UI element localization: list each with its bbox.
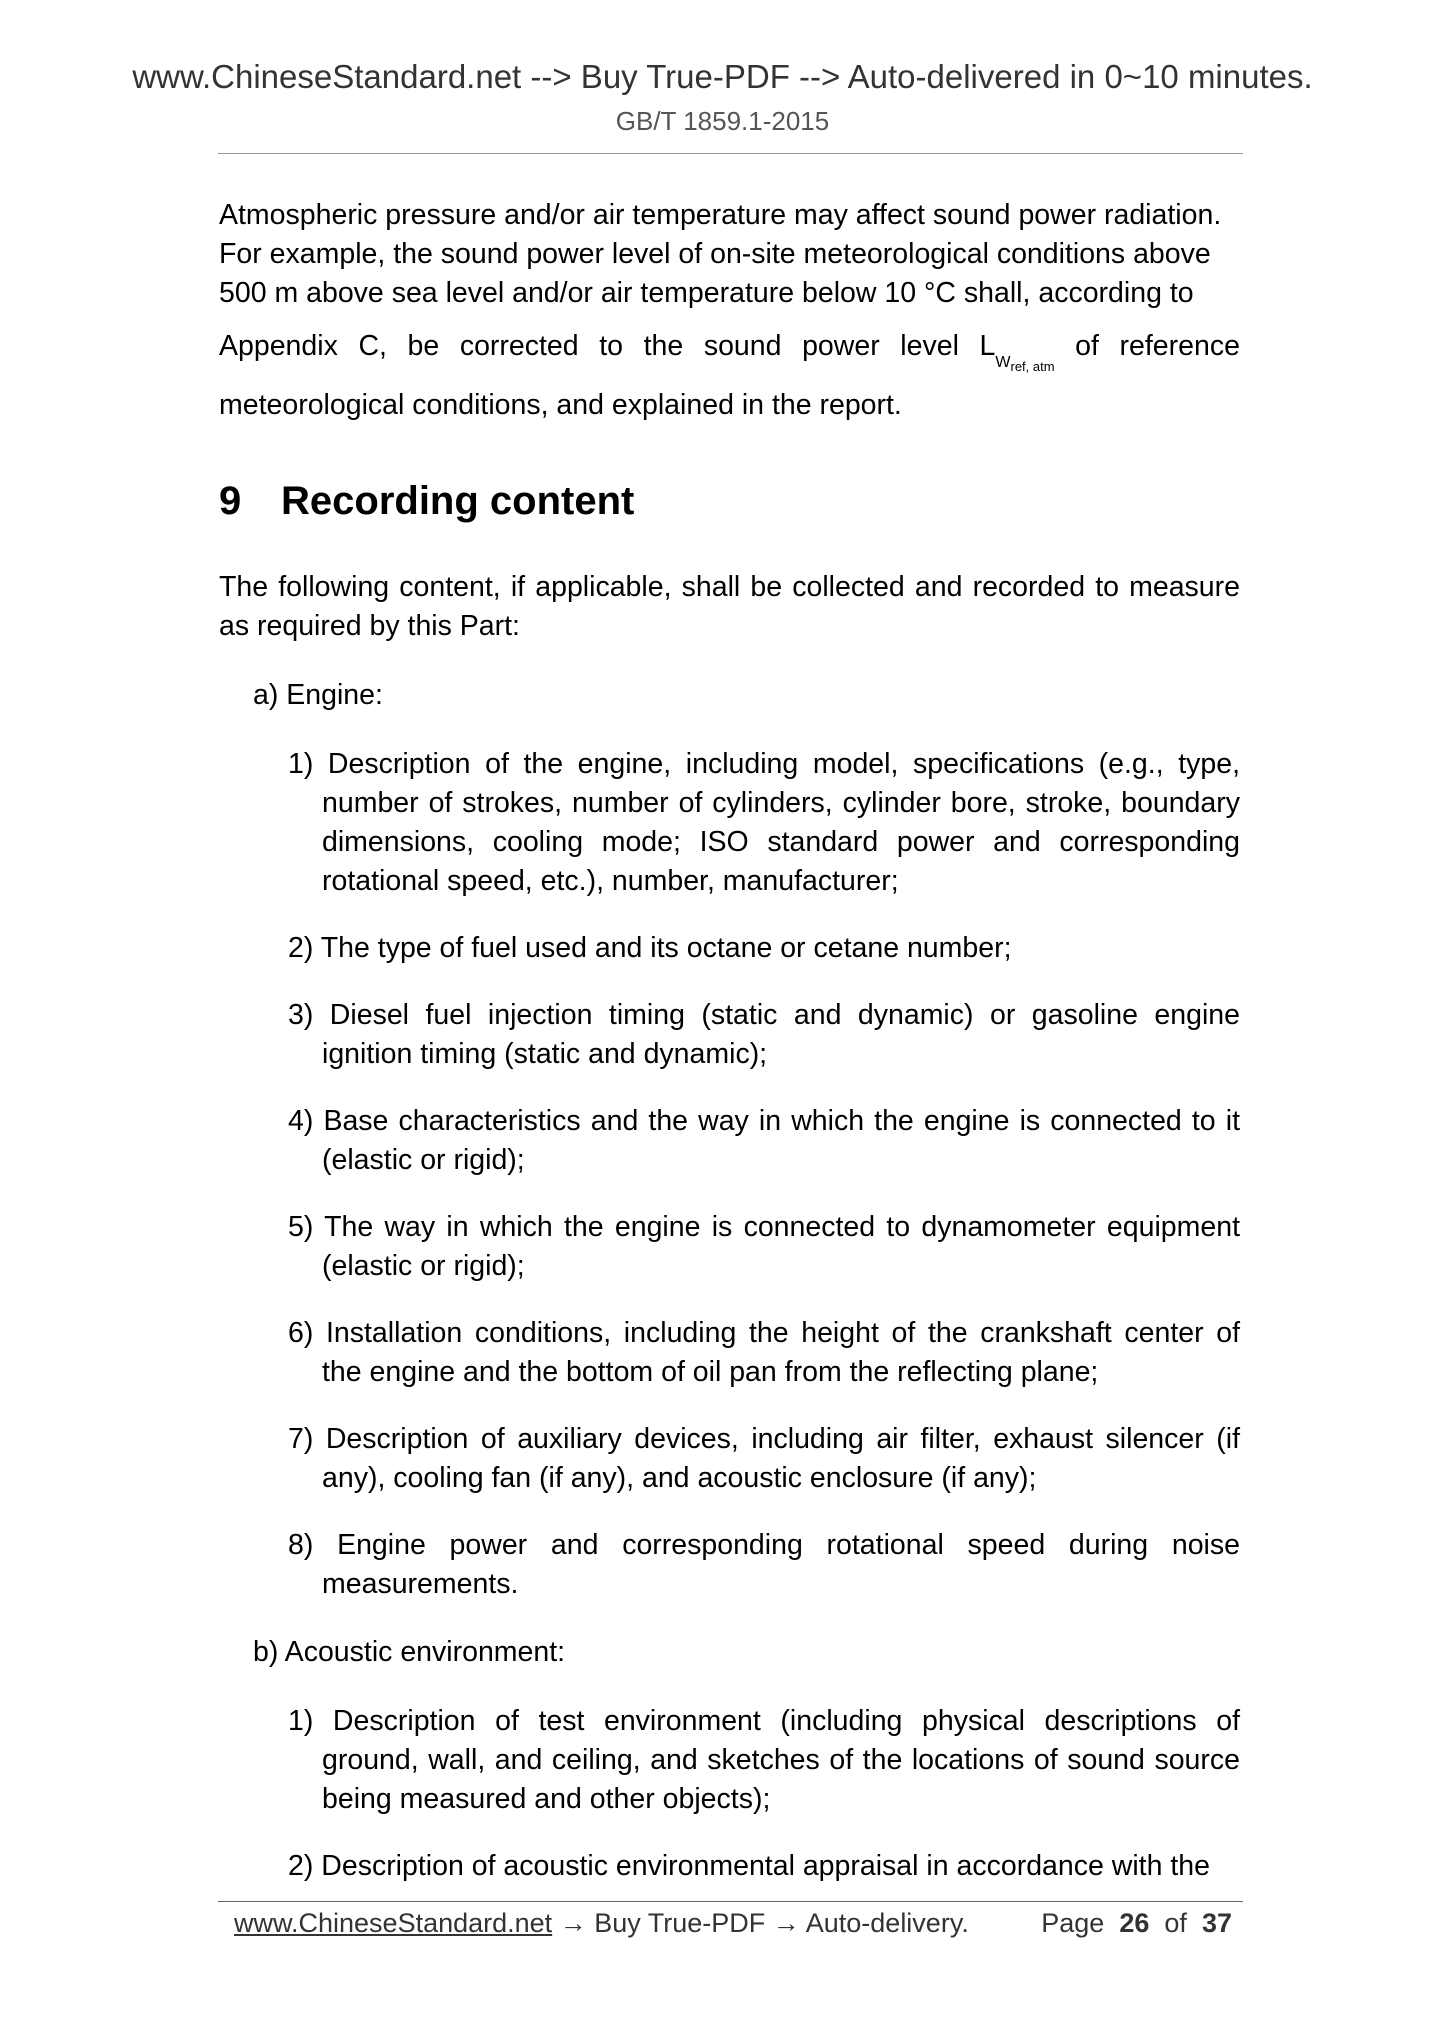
page-indicator: Page 26 of 37 (1041, 1908, 1232, 1938)
intro-line-5: meteorological conditions, and explained in the report. (219, 389, 902, 421)
list-b-label: b) Acoustic environment: (253, 1636, 566, 1668)
list-item: 1) Description of test environment (including physical descriptions of ground, wall, and ceiling, and sketches of the locations of sound source being measured and other objects); (288, 1705, 1240, 1815)
footer-divider (218, 1901, 1243, 1902)
list-item: 2) The type of fuel used and its octane or cetane number; (288, 932, 1012, 964)
intro-paragraph (219, 196, 1240, 425)
sound-power-symbol: $L_{Wref, atm}$ (979, 330, 1055, 374)
list-item: 1) Description of the engine, including model, specifications (e.g., type, number of strokes, number of cylinders, cylinder bore, stroke, boundary dimensions, cooling mode; ISO standard power and corresponding rotational speed, etc.), number, manufacturer; (288, 748, 1240, 897)
section-intro: The following content, if applicable, shall be collected and recorded to measure as required by this Part: (219, 571, 1240, 642)
footer-site-link[interactable]: www.ChineseStandard.net (234, 1908, 553, 1938)
section-title: Recording content (281, 479, 635, 523)
header-banner: www.ChineseStandard.net --> Buy True-PDF --> Auto-delivered in 0~10 minutes. (132, 58, 1313, 95)
intro-line-3: 500 m above sea level and/or air temperature below 10 °C shall, according to (219, 277, 1194, 309)
list-item: 2) Description of acoustic environmental appraisal in accordance with the (288, 1850, 1210, 1882)
list-item: 6) Installation conditions, including the height of the crankshaft center of the engine and the bottom of oil pan from the reflecting plane; (288, 1317, 1240, 1388)
intro-line-4: Appendix C, be corrected to the sound power level $L_{Wref, atm}$ of reference (219, 327, 1240, 370)
intro-line-2: For example, the sound power level of on-site meteorological conditions above (219, 238, 1211, 270)
list-item: 8) Engine power and corresponding rotational speed during noise measurements. (288, 1529, 1240, 1600)
footer-tail: → Buy True-PDF → Auto-delivery. (552, 1908, 969, 1938)
page-footer (234, 1905, 1232, 1941)
intro-line-1: Atmospheric pressure and/or air temperature may affect sound power radiation. (219, 199, 1222, 231)
list-item: 5) The way in which the engine is connected to dynamometer equipment (elastic or rigid); (288, 1211, 1240, 1282)
page-body (219, 196, 1240, 1886)
footer-left (234, 1905, 969, 1941)
section-heading (219, 477, 1240, 525)
page-total: 37 (1201, 1908, 1232, 1938)
list-item: 7) Description of auxiliary devices, including air filter, exhaust silencer (if any), cooling fan (if any), and acoustic enclosure (if any); (288, 1423, 1240, 1494)
list-item: 3) Diesel fuel injection timing (static and dynamic) or gasoline engine ignition timing (static and dynamic); (288, 999, 1240, 1070)
list-a-label: a) Engine: (253, 679, 383, 711)
header-divider (218, 153, 1243, 154)
standard-number: GB/T 1859.1-2015 (615, 106, 830, 136)
list-item: 4) Base characteristics and the way in which the engine is connected to it (elastic or rigid); (288, 1105, 1240, 1176)
section-number: 9 (219, 479, 242, 523)
page-number: 26 (1119, 1908, 1150, 1938)
